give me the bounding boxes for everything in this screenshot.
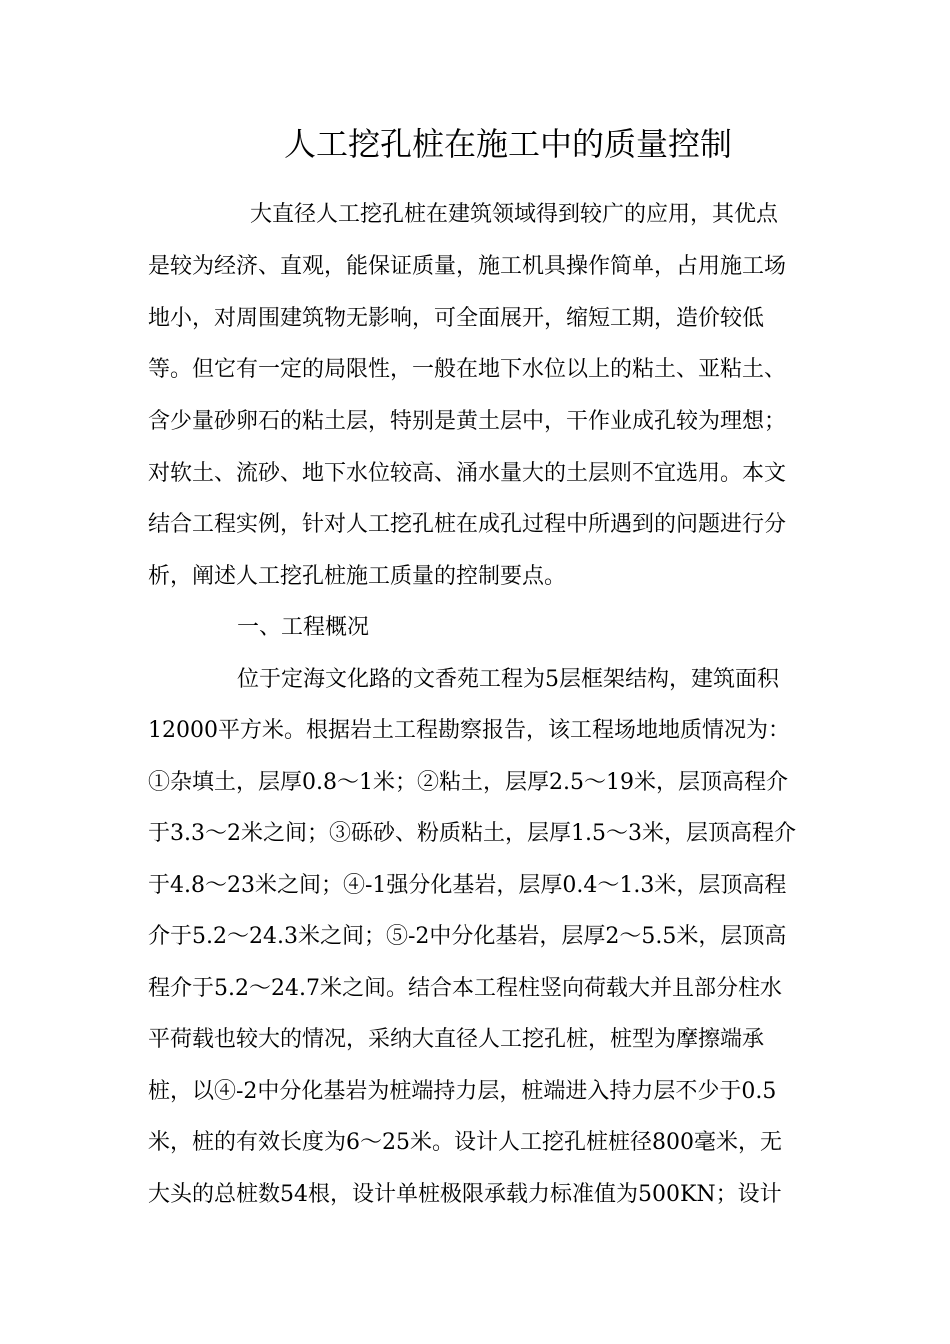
paragraph-line: 地小，对周围建筑物无影响，可全面展开，缩短工期，造价较低 xyxy=(148,306,765,331)
paragraph-line: 结合工程实例，针对人工挖孔桩在成孔过程中所遇到的问题进行分 xyxy=(148,512,787,537)
paragraph-line: 程介于5.2～24.7米之间。结合本工程柱竖向荷载大并且部分柱水 xyxy=(148,976,782,1001)
paragraph-line: 对软土、流砂、地下水位较高、涌水量大的土层则不宜选用。本文 xyxy=(148,461,787,486)
section-heading: 一、工程概况 xyxy=(237,615,370,640)
paragraph-line: ①杂填土，层厚0.8～1米；②粘土，层厚2.5～19米，层顶高程介 xyxy=(148,770,788,795)
paragraph-line: 平荷载也较大的情况，采纳大直径人工挖孔桩，桩型为摩擦端承 xyxy=(148,1027,765,1052)
paragraph-line: 桩，以④-2中分化基岩为桩端持力层，桩端进入持力层不少于0.5 xyxy=(148,1079,777,1104)
paragraph-line: 12000平方米。根据岩土工程勘察报告，该工程场地地质情况为： xyxy=(148,718,790,743)
paragraph-line: 大头的总桩数54根，设计单桩极限承载力标准值为500KN；设计 xyxy=(148,1182,782,1207)
paragraph-line: 位于定海文化路的文香苑工程为5层框架结构，建筑面积 xyxy=(237,667,779,692)
paragraph-line: 于3.3～2米之间；③砾砂、粉质粘土，层厚1.5～3米，层顶高程介 xyxy=(148,821,796,846)
paragraph-line: 大直径人工挖孔桩在建筑领域得到较广的应用，其优点 xyxy=(250,202,779,227)
paragraph-line: 介于5.2～24.3米之间；⑤-2中分化基岩，层厚2～5.5米，层顶高 xyxy=(148,924,787,949)
paragraph-line: 析，阐述人工挖孔桩施工质量的控制要点。 xyxy=(148,564,567,589)
paragraph-line: 含少量砂卵石的粘土层，特别是黄土层中，干作业成孔较为理想； xyxy=(148,409,787,434)
paragraph-line: 于4.8～23米之间；④-1强分化基岩，层厚0.4～1.3米，层顶高程 xyxy=(148,873,787,898)
paragraph-line: 等。但它有一定的局限性，一般在地下水位以上的粘土、亚粘土、 xyxy=(148,357,787,382)
paragraph-line: 米，桩的有效长度为6～25米。设计人工挖孔桩桩径800毫米，无 xyxy=(148,1130,782,1155)
document-title: 人工挖孔桩在施工中的质量控制 xyxy=(283,125,732,163)
paragraph-line: 是较为经济、直观，能保证质量，施工机具操作简单，占用施工场 xyxy=(148,254,787,279)
